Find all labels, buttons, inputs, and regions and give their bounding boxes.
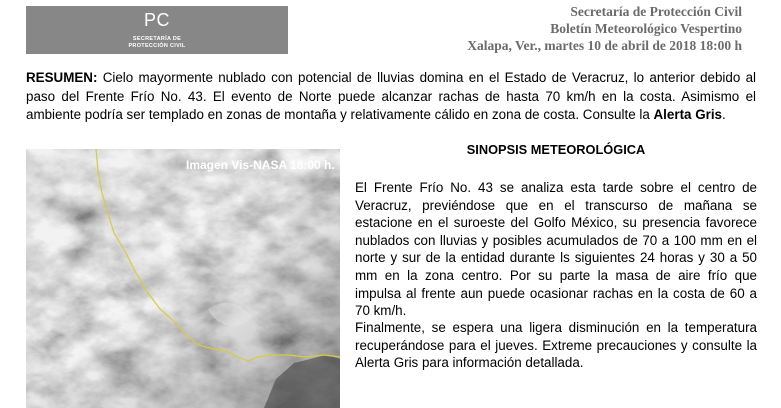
logo-line-2: PROTECCIÓN CIVIL bbox=[128, 43, 186, 49]
header-bulletin-title: Boletín Meteorológico Vespertino bbox=[550, 21, 742, 36]
resumen-paragraph bbox=[26, 69, 756, 125]
header-agency: Secretaría de Protección Civil bbox=[570, 4, 742, 19]
logo-line-1: SECRETARÍA DE bbox=[132, 36, 182, 42]
resumen-label: RESUMEN: bbox=[26, 70, 98, 85]
pc-logo bbox=[26, 6, 288, 54]
satellite-caption: Imagen Vis-NASA 18:00 h. bbox=[186, 158, 335, 172]
satellite-image bbox=[26, 149, 340, 408]
logo-abbr: PC bbox=[143, 10, 170, 30]
sinopsis-paragraph-2: Finalmente, se espera una ligera disminución en la temperatura recuperándose para el jueves. Extreme precauciones y consulte la Alerta Gris para información detallada. bbox=[355, 320, 757, 371]
satellite-picture bbox=[26, 149, 340, 408]
sinopsis-title: SINOPSIS METEOROLÓGICA bbox=[466, 142, 646, 157]
resumen-text: Cielo mayormente nublado con potencial de lluvias domina en el Estado de Veracruz, lo anterior debido al paso del Frente Frío No. 43. El evento de Norte puede alcanzar rachas de hasta 70 km/h en la costa. Asimismo el ambiente podría ser templado en zonas de montaña y relativamente cálido en zona de costa. Consulte la bbox=[26, 70, 756, 122]
resumen-alert-link: Alerta Gris bbox=[653, 107, 722, 122]
header-date: Xalapa, Ver., martes 10 de abril de 2018 18:00 h bbox=[467, 38, 742, 53]
resumen-end: . bbox=[722, 107, 726, 122]
sinopsis-paragraph-1: El Frente Frío No. 43 se analiza esta tarde sobre el centro de Veracruz, previéndose que en el transcurso de mañana se estacione en el suroeste del Golfo México, su presencia favorece nublados con lluvias y posibles acumulados de 70 a 100 mm en el norte y sur de la entidad durante ls siguientes 24 horas y 30 a 50 mm en la zona centro. Por su parte la masa de aire frío que impulsa al frente aun puede ocasionar rachas en la costa de 60 a 70 km/h. bbox=[355, 180, 757, 319]
